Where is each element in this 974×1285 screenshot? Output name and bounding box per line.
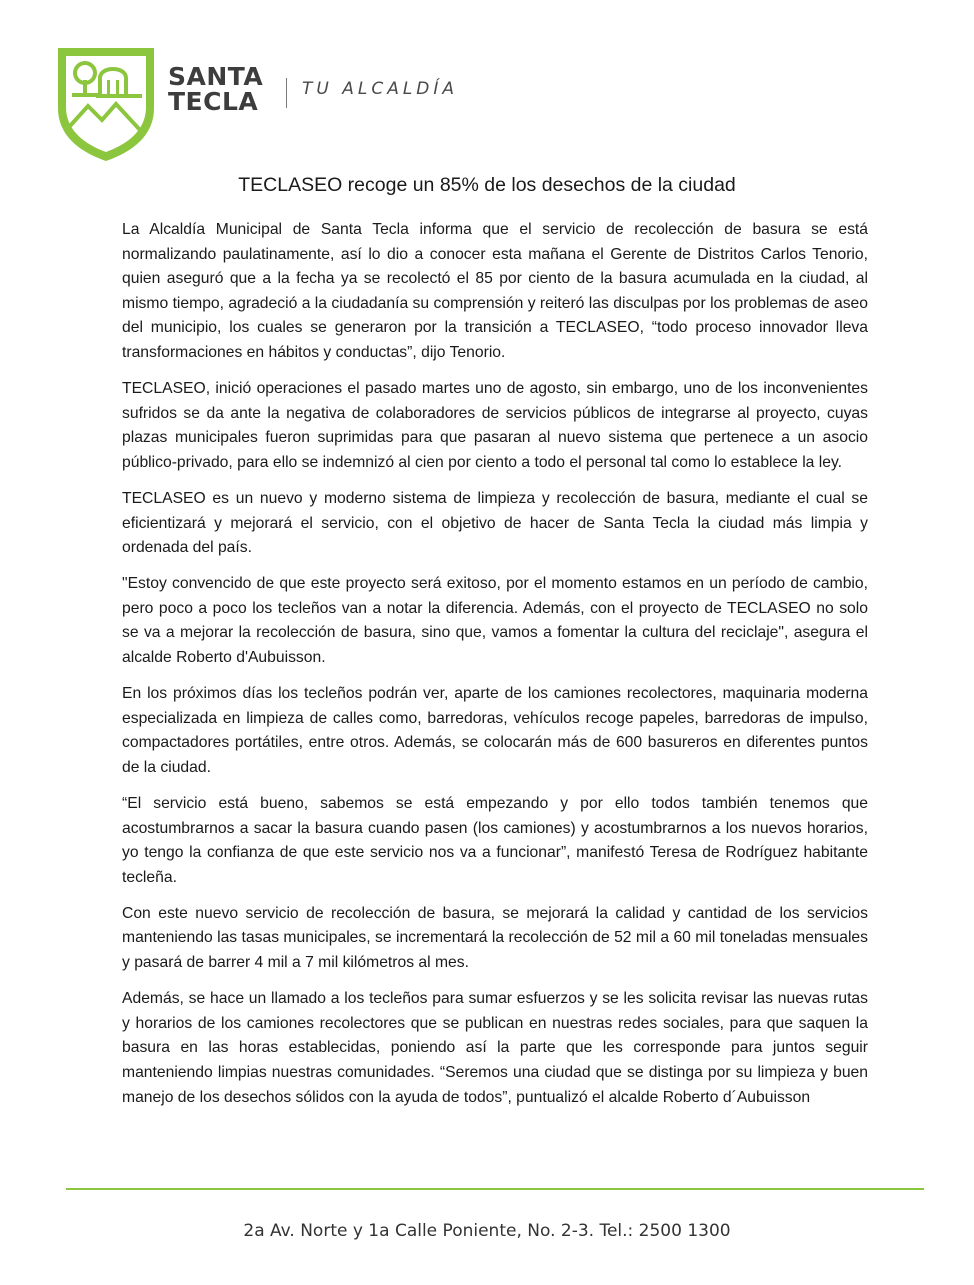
brand-line-tecla: TECLA [168,87,259,116]
footer-divider [66,1188,924,1190]
brand-name [168,64,263,114]
document-title: TECLASEO recoge un 85% de los desechos de la ciudad [238,174,736,196]
paragraph: TECLASEO es un nuevo y moderno sistema de limpieza y recolección de basura, mediante el cual se eficientizará y mejorará el servicio, con el objetivo de hacer de Santa Tecla la ciudad más limpia y ordenada del país. [122,489,868,557]
brand-divider [286,78,287,108]
brand-tagline: TU ALCALDÍA [302,79,459,99]
brand-line-santa: SANTA [168,62,264,91]
paragraph: En los próximos días los tecleños podrán ver, aparte de los camiones recolectores, maquinaria moderna especializada en limpieza de calles como, barredoras, vehículos recoge papeles, barredoras de impulso, compactadores portátiles, entre otros. Además, se colocarán más de 600 basureros en diferentes puntos de la ciudad. [122,685,868,776]
footer-address: 2a Av. Norte y 1a Calle Poniente, No. 2-3. Tel.: 2500 1300 [243,1221,731,1241]
paragraph: Además, se hace un llamado a los tecleños para sumar esfuerzos y se les solicita revisar las nuevas rutas y horarios de los camiones recolectores que se publican en nuestras redes sociales, para que saquen la basura en las horas establecidas, poniendo así la parte que les corresponde para juntos seguir manteniendo limpias nuestras comunidades. “Seremos una ciudad que se distinga por su limpieza y buen manejo de los desechos sólidos con la ayuda de todos”, puntualizó el alcalde Roberto d´Aubuisson [122,990,868,1106]
paragraph: La Alcaldía Municipal de Santa Tecla informa que el servicio de recolección de basura se está normalizando paulatinamente, así lo dio a conocer esta mañana el Gerente de Distritos Carlos Tenorio, quien aseguró que a la fecha ya se recolectó el 85 por ciento de la basura acumulada en la ciudad, al mismo tiempo, agradeció a la ciudadanía su comprensión y reiteró las disculpas por los problemas de aseo del municipio, los cuales se generaron por la transición a TECLASEO, “todo proceso innovador lleva transformaciones en hábitos y conductas”, dijo Tenorio. [122,221,868,361]
paragraph: “El servicio está bueno, sabemos se está empezando y por ello todos también tenemos que acostumbrarnos a sacar la basura cuando pasen (los camiones) y acostumbrarnos a los nuevos horarios, yo tengo la confianza de que este servicio nos va a funcionar”, manifestó Teresa de Rodríguez habitante tecleña. [122,794,868,886]
santa-tecla-shield-logo-icon [54,44,158,164]
document-body [122,218,868,1122]
paragraph: Con este nuevo servicio de recolección de basura, se mejorará la calidad y cantidad de los servicios manteniendo las tasas municipales, se incrementará la recolección de 52 mil a 60 mil toneladas mensuales y pasará de barrer 4 mil a 7 mil kilómetros al mes. [122,904,868,972]
brand-block [168,64,498,124]
paragraph: "Estoy convencido de que este proyecto será exitoso, por el momento estamos en un período de cambio, pero poco a poco los tecleños van a notar la diferencia. Además, con el proyecto de TECLASEO no solo se va a mejorar la recolección de basura, sino que, vamos a fomentar la cultura del reciclaje", asegura el alcalde Roberto d'Aubuisson. [122,575,868,666]
paragraph: TECLASEO, inició operaciones el pasado martes uno de agosto, sin embargo, uno de los inconvenientes sufridos se da ante la negativa de colaboradores de servicios públicos de integrarse al proyecto, cuyas plazas municipales fueron suprimidas para que pasaran al nuevo sistema que pertenece a un asocio público-privado, para ello se indemnizó al cien por ciento a todo el personal tal como lo establece la ley. [122,380,868,471]
